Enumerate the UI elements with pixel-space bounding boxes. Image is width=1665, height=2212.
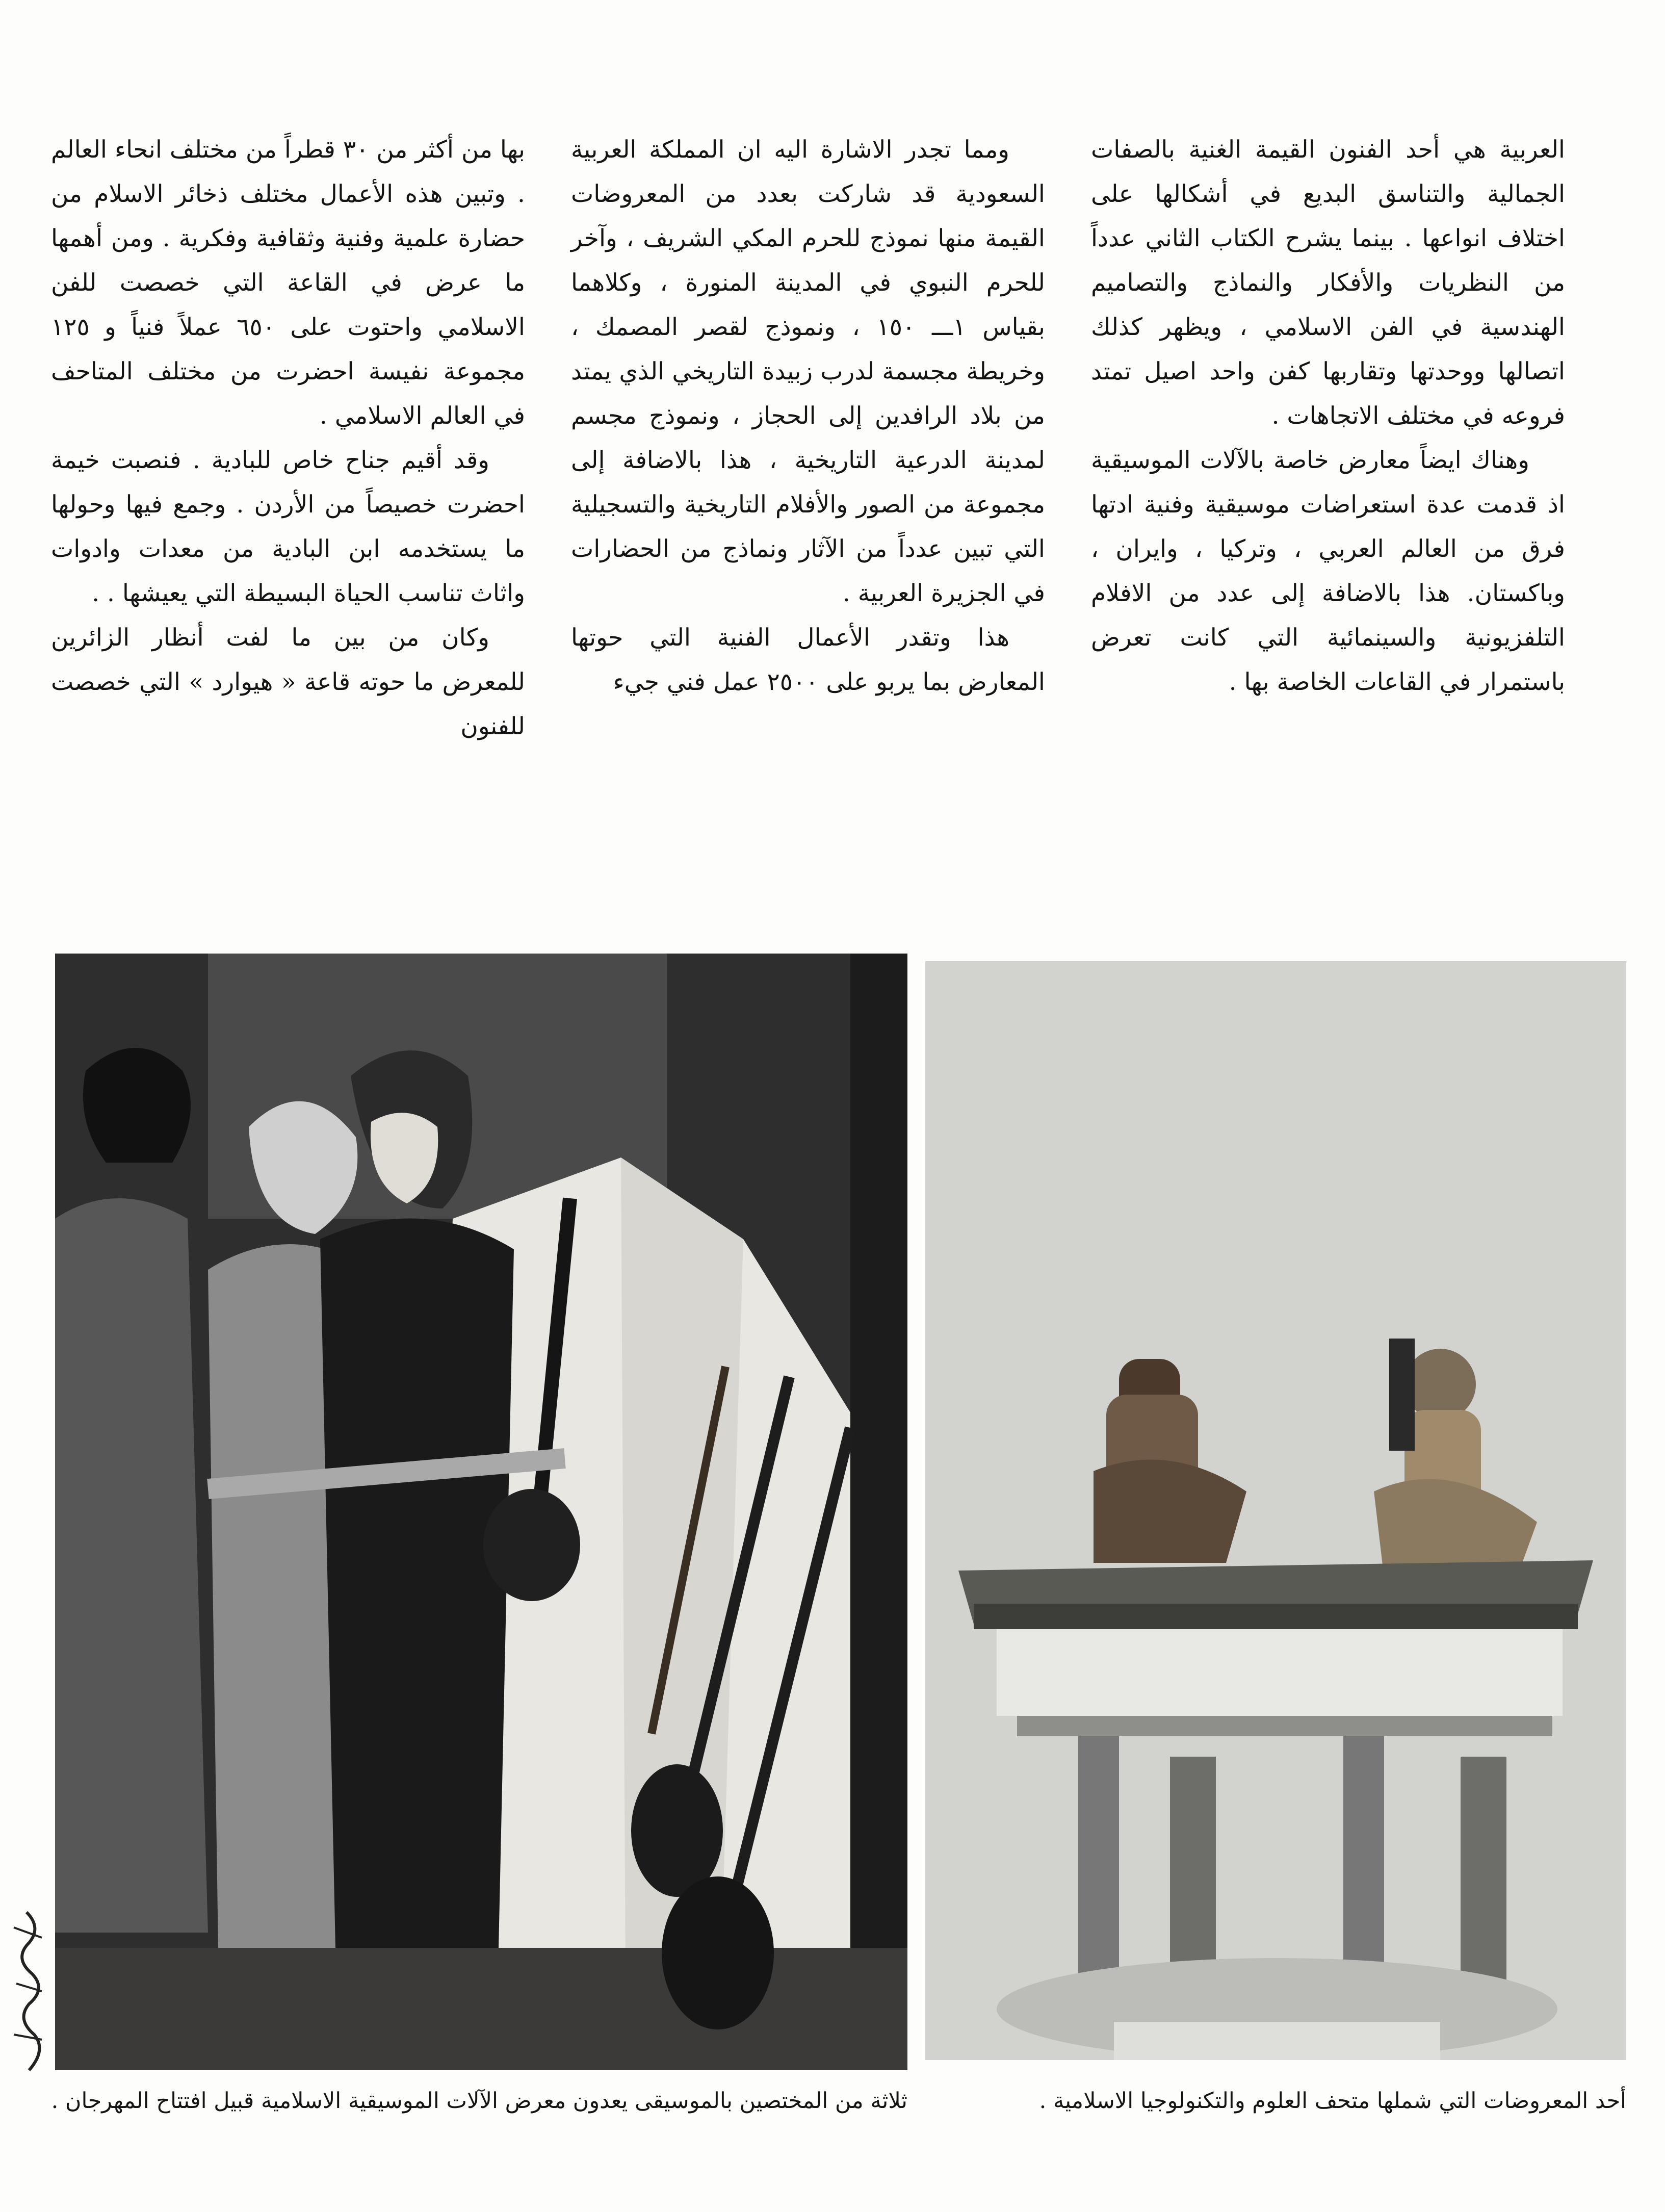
paragraph: ومما تجدر الاشارة اليه ان المملكة العربية السعودية قد شاركت بعدد من المعروضات القيمة منها نموذج للحرم المكي الشريف ، وآخر للحرم النبوي في المدينة المنورة ، وكلاهما بقياس ١ـــ ١٥٠ ، ونموذج لقصر المصمك ، وخريطة مجسمة لدرب زبيدة التاريخي الذي يمتد من بلاد الرافدين إلى الحجاز ، ونموذج مجسم لمدينة الدرعية التاريخية ، هذا بالاضافة إلى مجموعة من الصور والأفلام التاريخية والتسجيلية التي تبين عدداً من الآثار ونماذج من الحضارات في الجزيرة العربية . (571, 136, 1046, 607)
photo-caption-right: أحد المعروضات التي شملها متحف العلوم والتكنولوجيا الاسلامية . (1039, 2088, 1626, 2114)
photo-caption-left: ثلاثة من المختصين بالموسيقى يعدون معرض الآلات الموسيقية الاسلامية قبيل افتتاح المهرجان . (51, 2088, 907, 2114)
photo-islamic-automaton-exhibit (925, 961, 1626, 2060)
calligraphic-signature (6, 1907, 49, 2075)
article-column-middle (571, 127, 1045, 704)
paragraph: العربية هي أحد الفنون القيمة الغنية بالصفات الجمالية والتناسق البديع في أشكالها على اختلاف انواعها . بينما يشرح الكتاب الثاني عدداً من النظريات والأفكار والنماذج والتصاميم الهندسية في الفن الاسلامي ، ويظهر كذلك اتصالها ووحدتها وتقاربها كفن واحد اصيل تمتد فروعه في مختلف الاتجاهات . (1091, 136, 1565, 430)
paragraph: هذا وتقدر الأعمال الفنية التي حوتها المعارض بما يربو على ٢٥٠٠ عمل فني جيء (571, 624, 1045, 696)
paragraph: بها من أكثر من ٣٠ قطراً من مختلف انحاء العالم . وتبين هذه الأعمال مختلف ذخائر الاسلام من حضارة علمية وفنية وثقافية وفكرية . ومن أهمها ما عرض في القاعة التي خصصت للفن الاسلامي واحتوت على ٦٥٠ عملاً فنياً و ١٢٥ مجموعة نفيسة احضرت من مختلف المتاحف في العالم الاسلامي . (51, 136, 525, 430)
article-column-left (51, 127, 525, 749)
paragraph: وقد أقيم جناح خاص للبادية . فنصبت خيمة احضرت خصيصاً من الأردن . وجمع فيها وحولها ما يستخدمه ابن البادية من معدات وادوات واثاث تناسب الحياة البسيطة التي يعيشها . . (51, 446, 525, 607)
paragraph: وكان من بين ما لفت أنظار الزائرين للمعرض ما حوته قاعة « هيوارد » التي خصصت للفنون (51, 624, 525, 740)
photo-illustration (925, 961, 1626, 2060)
paragraph: وهناك ايضاً معارض خاصة بالآلات الموسيقية اذ قدمت عدة استعراضات موسيقية وفنية ادتها فرق من العالم العربي ، وتركيا ، وايران ، وباكستان. هذا بالاضافة إلى عدد من الافلام التلفزيونية والسينمائية التي كانت تعرض باستمرار في القاعات الخاصة بها . (1091, 446, 1565, 696)
photo-musicians-preparing-instruments (55, 954, 907, 2070)
photo-illustration (55, 954, 907, 2070)
article-column-right (1091, 127, 1565, 704)
signature-mark (6, 1907, 49, 2075)
